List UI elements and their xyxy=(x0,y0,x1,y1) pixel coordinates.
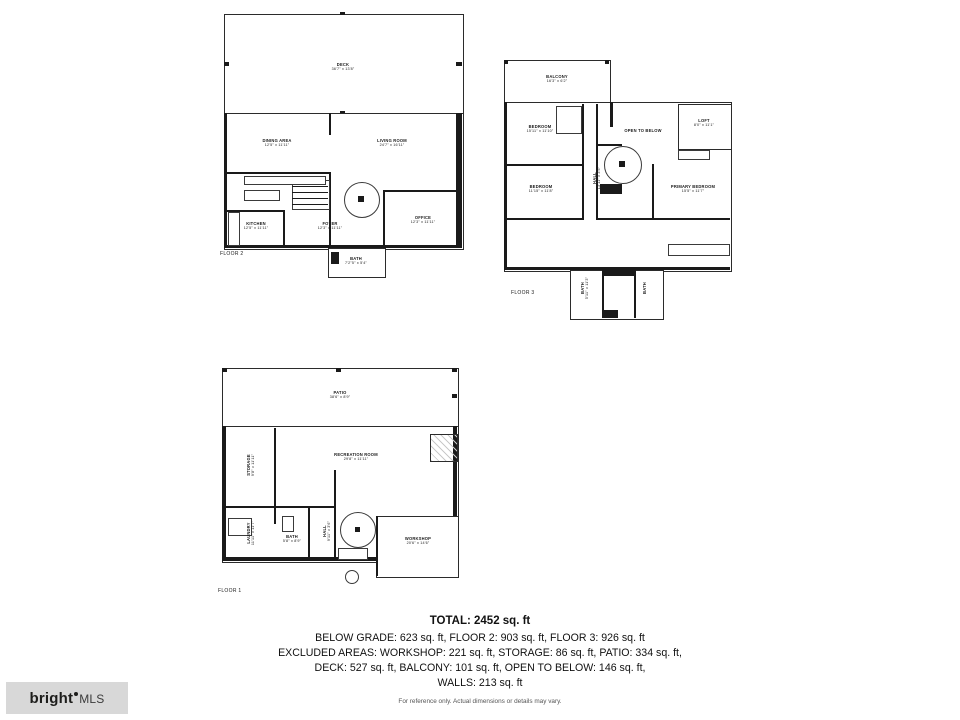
area-breakdown-line-4: WALLS: 213 sq. ft xyxy=(437,677,523,689)
room-label-dining-area: DINING AREA 12'5" x 11'11" xyxy=(262,138,292,148)
room-label-balcony: BALCONY 16'3" x 6'2" xyxy=(546,74,568,84)
interior-wall xyxy=(274,470,276,510)
exterior-wall-left xyxy=(224,113,227,248)
interior-wall xyxy=(596,218,730,220)
deck-post xyxy=(224,62,229,66)
patio-post xyxy=(222,368,227,372)
patio-post xyxy=(452,394,457,398)
room-label-office: OFFICE 12'3" x 11'11" xyxy=(410,215,436,225)
circular-fixture xyxy=(345,570,359,584)
interior-wall xyxy=(383,190,462,192)
logo-dot xyxy=(74,692,78,696)
exterior-wall-left xyxy=(222,426,226,561)
room-label-workshop: WORKSHOP 20'6" x 14'6" xyxy=(404,536,432,546)
stair-core xyxy=(358,196,364,202)
room-label-bath: BATH 7'2"5" x 5'4" xyxy=(344,256,368,266)
disclaimer-text: For reference only. Actual dimensions or details may vary. xyxy=(398,698,562,705)
area-total: TOTAL: 2452 sq. ft xyxy=(429,615,531,627)
interior-wall xyxy=(383,190,385,248)
room-label-loft: LOFT 8'0" x 11'1" xyxy=(693,118,715,128)
room-label-laundry-vertical: LAUNDRY 11'11" x 11'7" xyxy=(246,520,256,546)
floor-caption-floor-2: FLOOR 2 xyxy=(220,251,244,257)
room-label-open-to-below: OPEN TO BELOW xyxy=(624,128,662,133)
room-label-bedroom-lower: BEDROOM 11'15" x 11'8" xyxy=(528,184,554,194)
closet xyxy=(668,244,730,256)
interior-wall xyxy=(376,516,378,576)
floor-caption-floor-3: FLOOR 3 xyxy=(511,290,535,296)
logo-brand: bright xyxy=(29,689,74,707)
cabinetry xyxy=(244,176,326,185)
logo-text xyxy=(30,690,105,707)
floor-caption-floor-1: FLOOR 1 xyxy=(218,588,242,594)
interior-wall xyxy=(308,506,310,560)
workshop-notch xyxy=(376,516,459,578)
room-label-hall-vertical: HALL 13'11" x 3'5" xyxy=(592,166,602,190)
deck-post xyxy=(340,12,345,15)
room-label-bedroom-upper: BEDROOM 15'11" x 11'10" xyxy=(526,124,554,134)
room-label-bath-vertical-left: BATH 5'11" x 11'3" xyxy=(580,276,590,300)
room-label-foyer: FOYER 12'3" x 11'11" xyxy=(317,221,343,231)
hatched-feature xyxy=(430,434,458,462)
room-label-living-room: LIVING ROOM 24'7" x 16'11" xyxy=(377,138,407,148)
room-label-deck: DECK 36'7" x 13'8" xyxy=(331,62,355,72)
logo-suffix: MLS xyxy=(79,691,105,706)
interior-wall xyxy=(582,104,584,166)
room-label-storage-vertical: STORAGE 9'8" x 11'11" xyxy=(246,453,256,477)
brightmls-logo xyxy=(6,682,128,714)
room-label-hall-vertical: HALL 9'11" x 3'6" xyxy=(322,520,332,542)
room-label-recreation-room: RECREATION ROOM 29'8" x 11'11" xyxy=(334,452,378,462)
patio-post xyxy=(336,368,341,372)
patio-post xyxy=(452,368,457,372)
stair-tread xyxy=(292,204,328,205)
workbench xyxy=(338,548,368,560)
stair-tread xyxy=(292,186,328,187)
stair-core xyxy=(355,527,360,532)
room-label-bath-vertical-right: BATH xyxy=(642,282,647,294)
stair-tread xyxy=(292,198,328,199)
plumbing-chase xyxy=(604,270,634,276)
room-label-primary-bedroom: PRIMARY BEDROOM 15'5" x 11'7" xyxy=(670,184,716,194)
floor-plan-floor-1 xyxy=(218,366,478,606)
interior-wall xyxy=(329,113,331,135)
exterior-wall-left xyxy=(504,102,507,270)
interior-wall xyxy=(334,470,336,560)
room-label-kitchen: KITCHEN 12'5" x 11'11" xyxy=(243,221,269,231)
room-label-bath: BATH 5'8" x 8'9" xyxy=(282,534,302,544)
floor-plan-floor-3 xyxy=(500,58,755,308)
closet xyxy=(678,150,710,160)
balcony-post xyxy=(504,60,508,64)
stair-core xyxy=(619,161,625,167)
exterior-wall-top xyxy=(610,102,613,127)
stair-tread xyxy=(292,192,328,193)
interior-wall xyxy=(507,164,584,166)
interior-wall xyxy=(507,218,584,220)
area-breakdown-line-1: BELOW GRADE: 623 sq. ft, FLOOR 2: 903 sq. ft, FLOOR 3: 926 sq. ft xyxy=(315,632,645,644)
plumbing-chase xyxy=(604,310,618,318)
area-breakdown-line-3: DECK: 527 sq. ft, BALCONY: 101 sq. ft, OPEN TO BELOW: 146 sq. ft, xyxy=(314,662,646,674)
floor-plan-floor-2 xyxy=(220,12,470,292)
interior-wall xyxy=(652,164,654,220)
balcony-post xyxy=(605,60,609,64)
deck-post xyxy=(456,62,462,66)
interior-wall xyxy=(582,164,584,220)
kitchen-island xyxy=(244,190,280,201)
exterior-wall-right xyxy=(456,113,462,248)
area-breakdown-line-2: EXCLUDED AREAS: WORKSHOP: 221 sq. ft, STORAGE: 86 sq. ft, PATIO: 334 sq. ft, xyxy=(278,647,682,659)
interior-wall xyxy=(634,270,636,318)
room-label-patio: PATIO 38'6" x 8'9" xyxy=(329,390,351,400)
interior-wall xyxy=(227,172,331,174)
stair-landing xyxy=(600,184,622,194)
bath-fixture xyxy=(282,516,294,532)
